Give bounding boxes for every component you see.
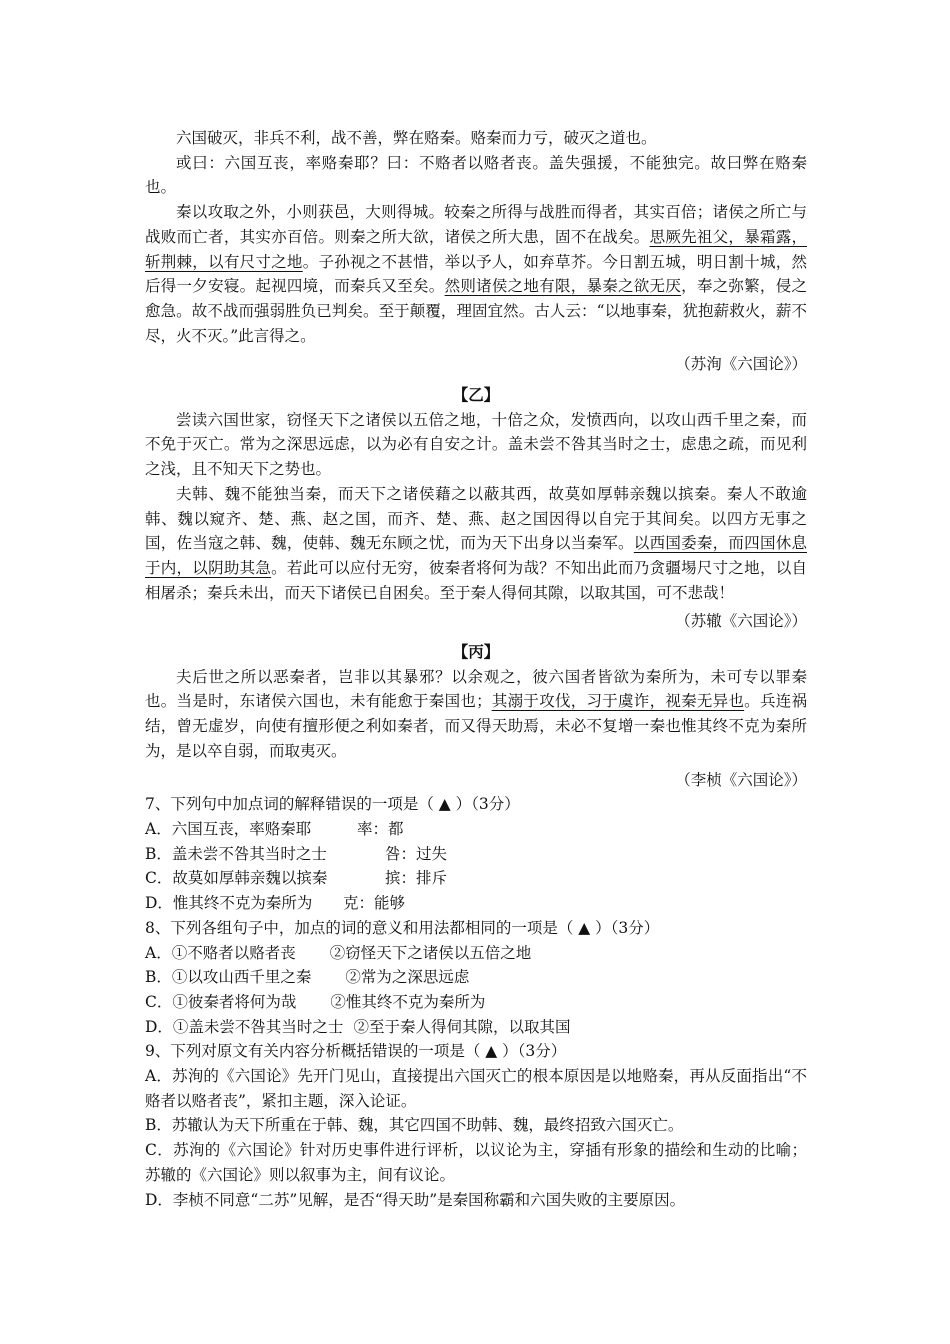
jia-p3-underlined-2: 然则诸侯之地有限，暴秦之欲无厌: [444, 277, 682, 296]
yi-paragraph-2: [145, 482, 807, 606]
q8-option-d[interactable]: [145, 1015, 807, 1040]
q7-d-gloss: 克：能够: [343, 894, 406, 913]
q8-b-s2: ②常为之深思远虑: [345, 968, 470, 987]
q7-c-gloss: 摈：排斥: [385, 869, 448, 888]
q8-d-s1: D．①盖未尝不咎其当时之士: [145, 1017, 344, 1036]
jia-p3-text-b: 。子孙视之不甚惜，举以予人，如弃草芥。今日割五城，明日割十城，然后得一夕安寝。起视四境，而秦兵又至矣。: [145, 252, 807, 296]
q8-c-s2: ②惟其终不克为秦所为: [330, 992, 486, 1011]
exam-page: [145, 126, 807, 1212]
q7-option-c[interactable]: [145, 866, 807, 891]
jia-p3-underlined-1: 思厥先祖父，暴霜露，斩荆棘，以有尺寸之地: [145, 227, 807, 271]
jia-p3-text-c: ，奉之弥繁，侵之愈急。故不战而强弱胜负已判矣。至于颠覆，理固宜然。古人云：“以地事秦，犹抱薪救火，薪不尽，火不灭。”此言得之。: [145, 277, 807, 345]
q9-option-b[interactable]: B．苏辙认为天下所重在于韩、魏，其它四国不助韩、魏，最终招致六国灭亡。: [145, 1116, 684, 1135]
q9-option-c[interactable]: C．苏洵的《六国论》针对历史事件进行评析，以议论为主，穿插有形象的描绘和生动的比喻；苏辙的《六国论》则以叙事为主，间有议论。: [145, 1141, 807, 1184]
q9-option-d[interactable]: D．李桢不同意“二苏”见解，是否“得天助”是秦国称霸和六国失败的主要原因。: [145, 1190, 686, 1209]
bing-p1-text-b: 。兵连祸结，曾无虚岁，向使有擅形便之利如秦者，而又得天助焉，未必不复增一秦也惟其终不克为秦所为，是以卒自弱，而取夷灭。: [145, 692, 807, 760]
q7-b-gloss: 咎：过失: [385, 844, 448, 863]
q7-c-text: C．故莫如厚韩亲魏以摈秦: [145, 869, 328, 888]
q8-stem: 8、下列各组句子中，加点的词的意义和用法都相同的一项是（ ▲ ）（3分）: [145, 918, 660, 937]
jia-source: （苏洵《六国论》）: [675, 355, 807, 374]
q8-d-s2: ②至于秦人得伺其隙，以取其国: [353, 1017, 571, 1036]
passage-jia: [145, 126, 807, 377]
jia-p3-text-a: 秦以攻取之外，小则获邑，大则得城。较秦之所得与战胜而得者，其实百倍；诸侯之所亡与战败而亡者，其实亦百倍。则秦之所大欲，诸侯之所大患，固不在战矣。: [145, 203, 807, 246]
question-9: [145, 1039, 807, 1212]
q7-d-text: D．惟其终不克为秦所为: [145, 894, 313, 913]
jia-paragraph-2: 或曰：六国互丧，率赂秦耶？曰：不赂者以赂者丧。盖失强援，不能独完。故曰弊在赂秦也。: [145, 153, 807, 197]
bing-heading: 【丙】: [452, 642, 500, 662]
q9-stem: 9、下列对原文有关内容分析概括错误的一项是（ ▲ ）（3分）: [145, 1042, 567, 1061]
q7-b-text: B．盖未尝不咎其当时之士: [145, 844, 327, 863]
jia-paragraph-1: 六国破灭，非兵不利，战不善，弊在赂秦。赂秦而力亏，破灭之道也。: [176, 129, 657, 147]
q8-option-a[interactable]: [145, 941, 807, 966]
jia-paragraph-3: [145, 200, 807, 348]
q8-option-b[interactable]: [145, 965, 807, 990]
bing-p1-text-a: 夫后世之所以恶秦者，岂非以其暴邪？以余观之，彼六国者皆欲为秦所为，未可专以罪秦也。当是时，东诸侯六国也，未有能愈于秦国也；: [145, 667, 807, 711]
yi-p2-text-b: 。若此可以应付无穷，彼秦者将何为哉？不知出此而乃贪疆埸尺寸之地，以自相屠杀；秦兵未出，而天下诸侯已自困矣。至于秦人得伺其隙，以取其国，可不悲哉！: [145, 558, 807, 602]
passage-bing: [145, 640, 807, 792]
q8-c-s1: C．①彼秦者将何为哉: [145, 992, 297, 1011]
question-8: [145, 916, 807, 1040]
q7-option-a[interactable]: [145, 817, 807, 842]
bing-p1-underlined: 其溺于攻伐，习于虞诈，视秦无异也: [491, 692, 745, 711]
q7-stem: 7、下列句中加点词的解释错误的一项是（ ▲ ）（3分）: [145, 795, 520, 814]
q9-option-a[interactable]: A．苏洵的《六国论》先开门见山，直接提出六国灭亡的根本原因是以地赂秦，再从反面指出“不赂者以赂者丧”，紧扣主题，深入论证。: [145, 1067, 807, 1110]
passage-yi: [145, 383, 807, 634]
yi-p2-underlined: 以西国委秦，而四国休息于内，以阴助其急: [145, 534, 807, 577]
bing-source: （李桢《六国论》）: [675, 770, 807, 789]
yi-p2-text-a: 夫韩、魏不能独当秦，而天下之诸侯藉之以蔽其西，故莫如厚韩亲魏以摈秦。秦人不敢逾韩、魏以窥齐、楚、燕、赵之国，而齐、楚、燕、赵之国因得以自完于其间矣。以四方无事之国，佐当寇之韩、魏，使韩、魏无东顾之忧，而为天下出身以当秦军。: [145, 484, 807, 553]
q7-a-text: A．六国互丧，率赂秦耶: [145, 819, 312, 838]
q8-a-s2: ②窃怪天下之诸侯以五倍之地: [329, 943, 532, 962]
bing-paragraph-1: [145, 665, 807, 764]
q7-option-d[interactable]: [145, 891, 807, 916]
yi-source: （苏辙《六国论》）: [675, 612, 807, 631]
yi-paragraph-1: 尝读六国世家，窃怪天下之诸侯以五倍之地，十倍之众，发愤西向，以攻山西千里之秦，而不免于灭亡。常为之深思远虑，以为必有自安之计。盖未尝不咎其当时之士，虑患之疏，而见利之浅，且不知天下之势也。: [145, 410, 807, 479]
yi-heading: 【乙】: [452, 385, 500, 405]
question-7: [145, 792, 807, 916]
q7-option-b[interactable]: [145, 842, 807, 867]
q8-option-c[interactable]: [145, 990, 807, 1015]
q7-a-gloss: 率：都: [357, 819, 404, 838]
q8-b-s1: B．①以攻山西千里之秦: [145, 968, 312, 987]
q8-a-s1: A．①不赂者以赂者丧: [145, 943, 296, 962]
